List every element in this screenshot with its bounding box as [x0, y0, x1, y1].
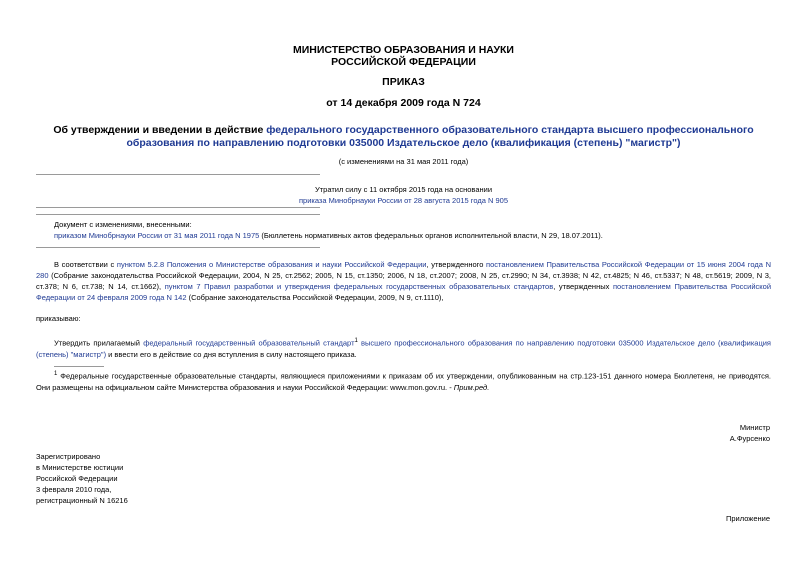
ministry-header: [0, 44, 807, 68]
registration-number: регистрационный N 16216: [36, 496, 128, 505]
government-decree-142-link[interactable]: постановлением Правительства Российской Федерации от 24 февраля 2009 года N 142: [36, 282, 772, 302]
main-text-4: , утвержденных: [553, 282, 613, 291]
doc-date-number: от 14 декабря 2009 года N 724: [326, 97, 481, 109]
divider: [36, 247, 320, 248]
divider: [36, 214, 320, 215]
main-paragraph: [36, 259, 771, 303]
footnote-editor-note: Прим.ред.: [453, 382, 490, 392]
standard-link[interactable]: федеральный государственный образовательный стандарт: [143, 338, 355, 348]
government-decree-280-link[interactable]: постановлением Правительства Российской Федерации от 15 июня 2004 года N 280: [36, 260, 771, 280]
approve-text-2: и ввести его в действие со дня вступления в силу настоящего приказа.: [106, 349, 357, 359]
ministry-line-2: РОССИЙСКОЙ ФЕДЕРАЦИИ: [331, 56, 476, 68]
standard-link-continued[interactable]: высшего профессионального образования по направлению подготовки 035000 Издательское дело (квалификация (степень) "магистр"): [36, 338, 771, 359]
main-text-3: (Собрание законодательства Российской Федерации, 2004, N 25, ст.2562; 2005, N 15, ст.1350; 2006, N 18, ст.2007; 2008, N 25, ст.2990; N 34, ст.3938; N 42, ст.4825; N 46, ст.5337; N 48, ст.5619; 2009, N 3, ст.378; N 6, ст.738; N 14, ст.1662),: [36, 271, 771, 291]
main-text-2: , утвержденного: [426, 260, 487, 269]
footnote-text: Федеральные государственные образовательные стандарты, являющиеся приложениями к приказам об их утверждении, опубликованным на стр.123-151 данного номера Бюллетеня, не приводятся. Они размещены на официальном сайте Министерства образования и науки Российской Федерации: www.mon.gov.ru. -: [36, 371, 771, 392]
main-text-1: В соответствии с: [54, 260, 117, 269]
footnote: [36, 369, 771, 393]
footnote-divider: [54, 366, 104, 367]
registration-block: [36, 451, 236, 506]
registration-date: 3 февраля 2010 года,: [36, 485, 112, 494]
divider: [36, 174, 320, 175]
signature-role: Министр: [739, 423, 770, 432]
registration-line: в Министерстве юстиции: [36, 463, 124, 472]
footnote-mark[interactable]: 1: [354, 338, 358, 344]
status-repeal-link[interactable]: приказа Минобрнауки России от 28 августа 2015 года N 905: [298, 196, 509, 205]
footnote-number: 1: [54, 371, 58, 377]
registration-line: Зарегистрировано: [36, 452, 101, 461]
ministry-line-1: МИНИСТЕРСТВО ОБРАЗОВАНИЯ И НАУКИ: [293, 44, 514, 56]
approve-text-1: Утвердить прилагаемый: [54, 338, 144, 348]
appendix-label: Приложение: [726, 514, 770, 523]
doc-with-changes: [54, 219, 774, 241]
title-standard-link[interactable]: федерального государственного образовательного стандарта высшего профессионального образования по направлению подготовки 035000 Издательское дело (квалификация (степень) "магистр"): [126, 124, 754, 149]
doc-title: [36, 124, 771, 150]
status-text: Утратил силу с 11 октября 2015 года на основании: [314, 185, 493, 194]
main-text-5: (Собрание законодательства Российской Федерации, 2009, N 9, ст.1110),: [186, 293, 444, 302]
amendment-source: (Бюллетень нормативных актов федеральных органов исполнительной власти, N 29, 18.07.2011).: [259, 231, 603, 240]
status-block: [36, 184, 771, 206]
rules-point-7-link[interactable]: пунктом 7 Правил разработки и утверждения федеральных государственных образовательных стандартов: [164, 282, 554, 291]
changes-note: (с изменениями на 31 мая 2011 года): [338, 157, 469, 166]
regulation-link[interactable]: пунктом 5.2.8 Положения о Министерстве образования и науки Российской Федерации: [116, 260, 427, 269]
order-word: приказываю:: [36, 314, 81, 323]
signature-name: А.Фурсенко: [729, 434, 770, 443]
doc-type: ПРИКАЗ: [382, 76, 425, 88]
approve-paragraph: [36, 336, 771, 360]
divider: [36, 207, 320, 208]
doc-changes-label: Документ с изменениями, внесенными:: [54, 220, 192, 229]
title-prefix: Об утверждении и введении в действие: [53, 124, 267, 136]
registration-line: Российской Федерации: [36, 474, 118, 483]
amendment-order-link[interactable]: приказом Минобрнауки России от 31 мая 2011 года N 1975: [54, 231, 260, 240]
